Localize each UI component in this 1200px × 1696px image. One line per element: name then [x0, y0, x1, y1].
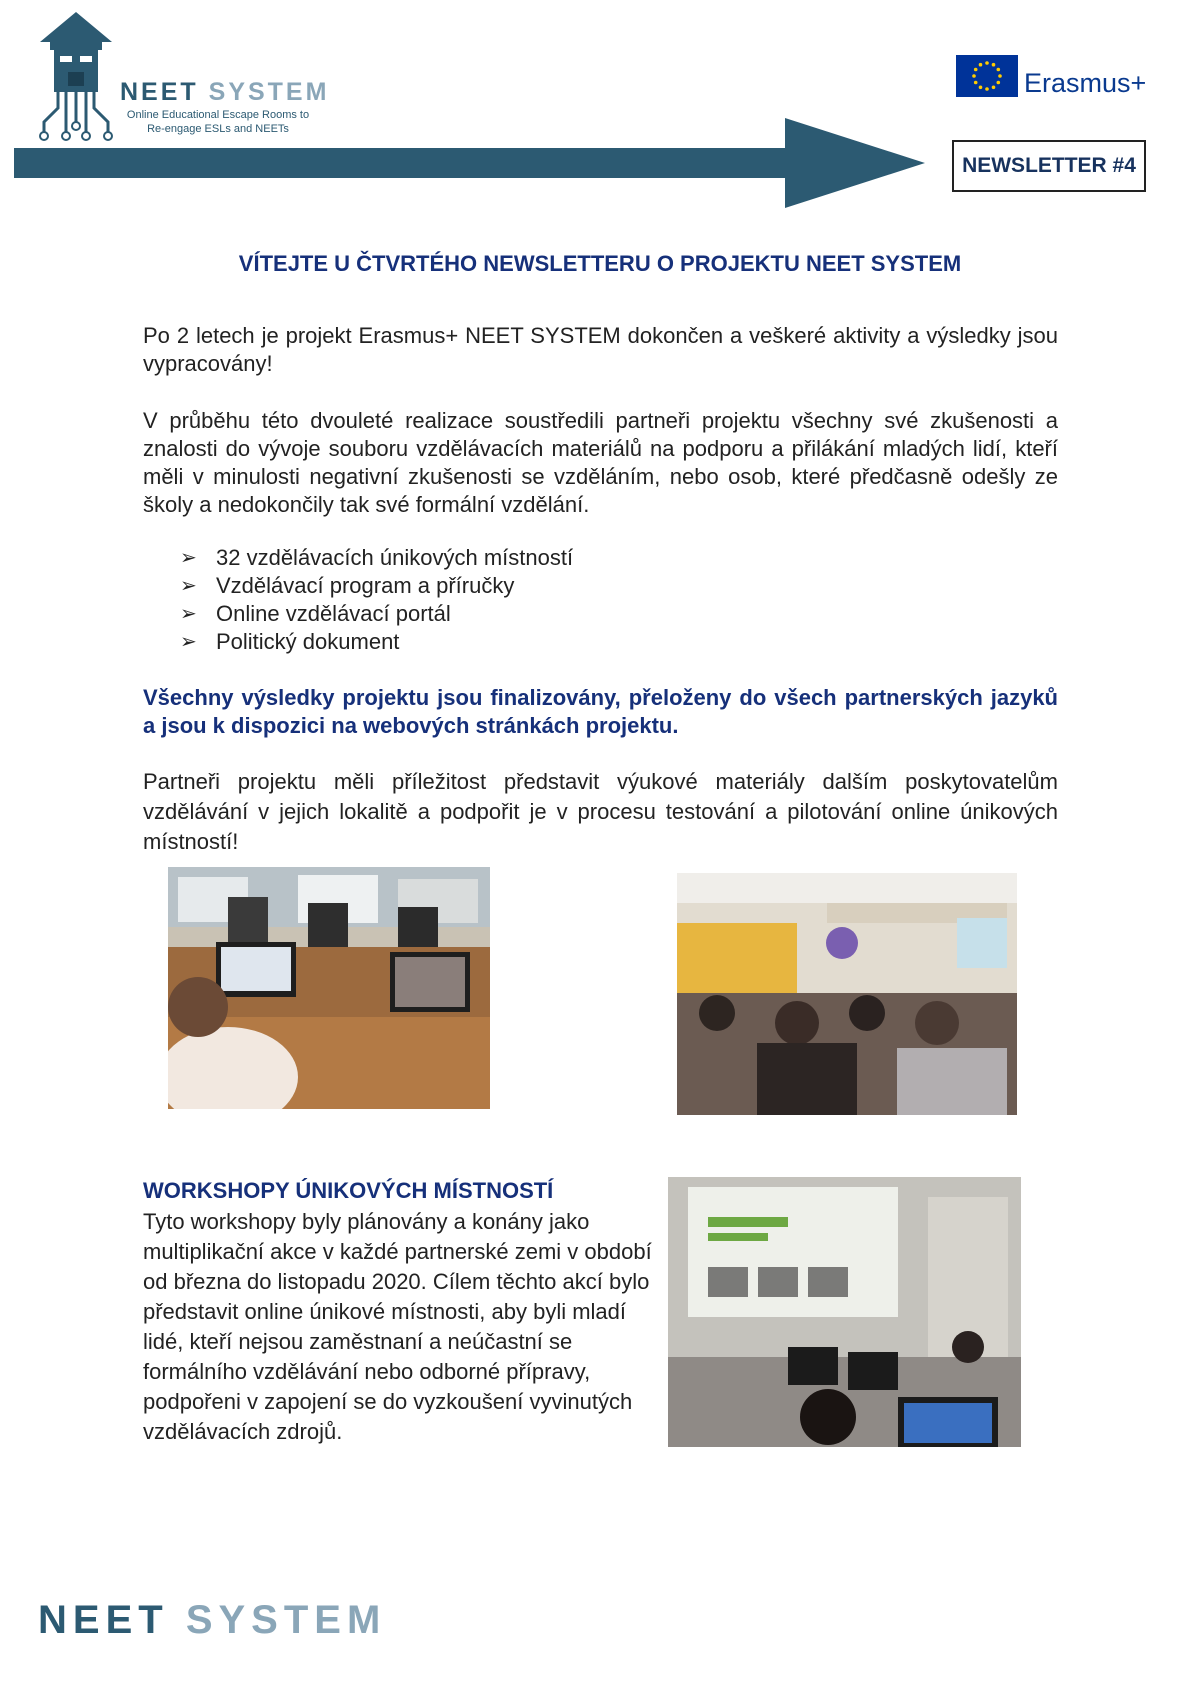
logo-tagline-line-2: Re-engage ESLs and NEETs: [147, 123, 289, 135]
header-band: [14, 148, 804, 178]
list-item: [180, 600, 573, 628]
arrow-bullet-icon: ➢: [180, 631, 197, 653]
list-item-text: 32 vzdělávacích únikových místností: [216, 545, 574, 570]
logo-wordmark: [120, 78, 329, 107]
realization-paragraph: V průběhu této dvouleté realizace soustředili partneři projektu všechny své zkušenosti a znalosti do vývoje souboru vzdělávacích materiálů na podporu a přilákání mladých lidí, kteří měli v minulosti negativní zkušenosti se vzděláním, nebo osob, které předčasně odešly ze školy a nedokončily tak své formální vzdělání.: [143, 408, 1058, 517]
logo-tagline: [118, 108, 318, 136]
header-arrow-icon: [785, 118, 925, 208]
newsletter-number-badge: NEWSLETTER #4: [952, 140, 1146, 192]
list-item: [180, 544, 573, 572]
list-item: [180, 628, 573, 656]
intro-paragraph: Po 2 letech je projekt Erasmus+ NEET SYSTEM dokončen a veškeré aktivity a výsledky jsou vypracovány!: [143, 323, 1058, 376]
logo-word-system: SYSTEM: [208, 78, 330, 106]
arrow-bullet-icon: ➢: [180, 603, 197, 625]
workshops-title: WORKSHOPY ÚNIKOVÝCH MÍSTNOSTÍ: [143, 1178, 554, 1203]
logo-tagline-line-1: Online Educational Escape Rooms to: [126, 109, 310, 121]
footer-logo-word-neet: NEET: [38, 1598, 169, 1642]
list-item: [180, 572, 573, 600]
workshops-text: Tyto workshopy byly plánovány a konány jako multiplikační akce v každé partnerské zemi v období od března do listopadu 2020. Cílem těchto akcí bylo představit online únikové místnosti, aby byli mladí lidé, kteří nejsou zaměstnaní a neúčastní se formálního vzdělávání nebo odborné přípravy, podpořeni v zapojení se do vyzkoušení vyvinutých vzdělávacích zdrojů.: [143, 1209, 652, 1444]
eu-flag-icon: [956, 55, 1018, 97]
footer-logo-word-system: SYSTEM: [185, 1598, 387, 1642]
results-highlight: Všechny výsledky projektu jsou finalizovány, přeloženy do všech partnerských jazyků a jsou k dispozici na webových stránkách projektu.: [143, 685, 1058, 738]
classroom-photo-students: [677, 873, 1017, 1115]
list-item-text: Online vzdělávací portál: [216, 601, 451, 626]
logo-word-neet: NEET: [120, 78, 199, 106]
classroom-photo-computers: [168, 867, 490, 1109]
workshop-photo-projector: [668, 1177, 1021, 1447]
list-item-text: Vzdělávací program a příručky: [216, 573, 515, 598]
page-title: VÍTEJTE U ČTVRTÉHO NEWSLETTERU O PROJEKTU NEET SYSTEM: [238, 251, 962, 276]
arrow-bullet-icon: ➢: [180, 575, 197, 597]
arrow-bullet-icon: ➢: [180, 547, 197, 569]
list-item-text: Politický dokument: [216, 629, 400, 654]
footer-logo: [38, 1598, 386, 1643]
partners-paragraph: Partneři projektu měli příležitost představit výukové materiály dalším poskytovatelům vzdělávání v jejich lokalitě a podpořit je v procesu testování a pilotování online únikových místností!: [143, 769, 1058, 854]
erasmus-plus-label: Erasmus+: [1024, 68, 1147, 98]
outputs-list: [180, 544, 573, 656]
